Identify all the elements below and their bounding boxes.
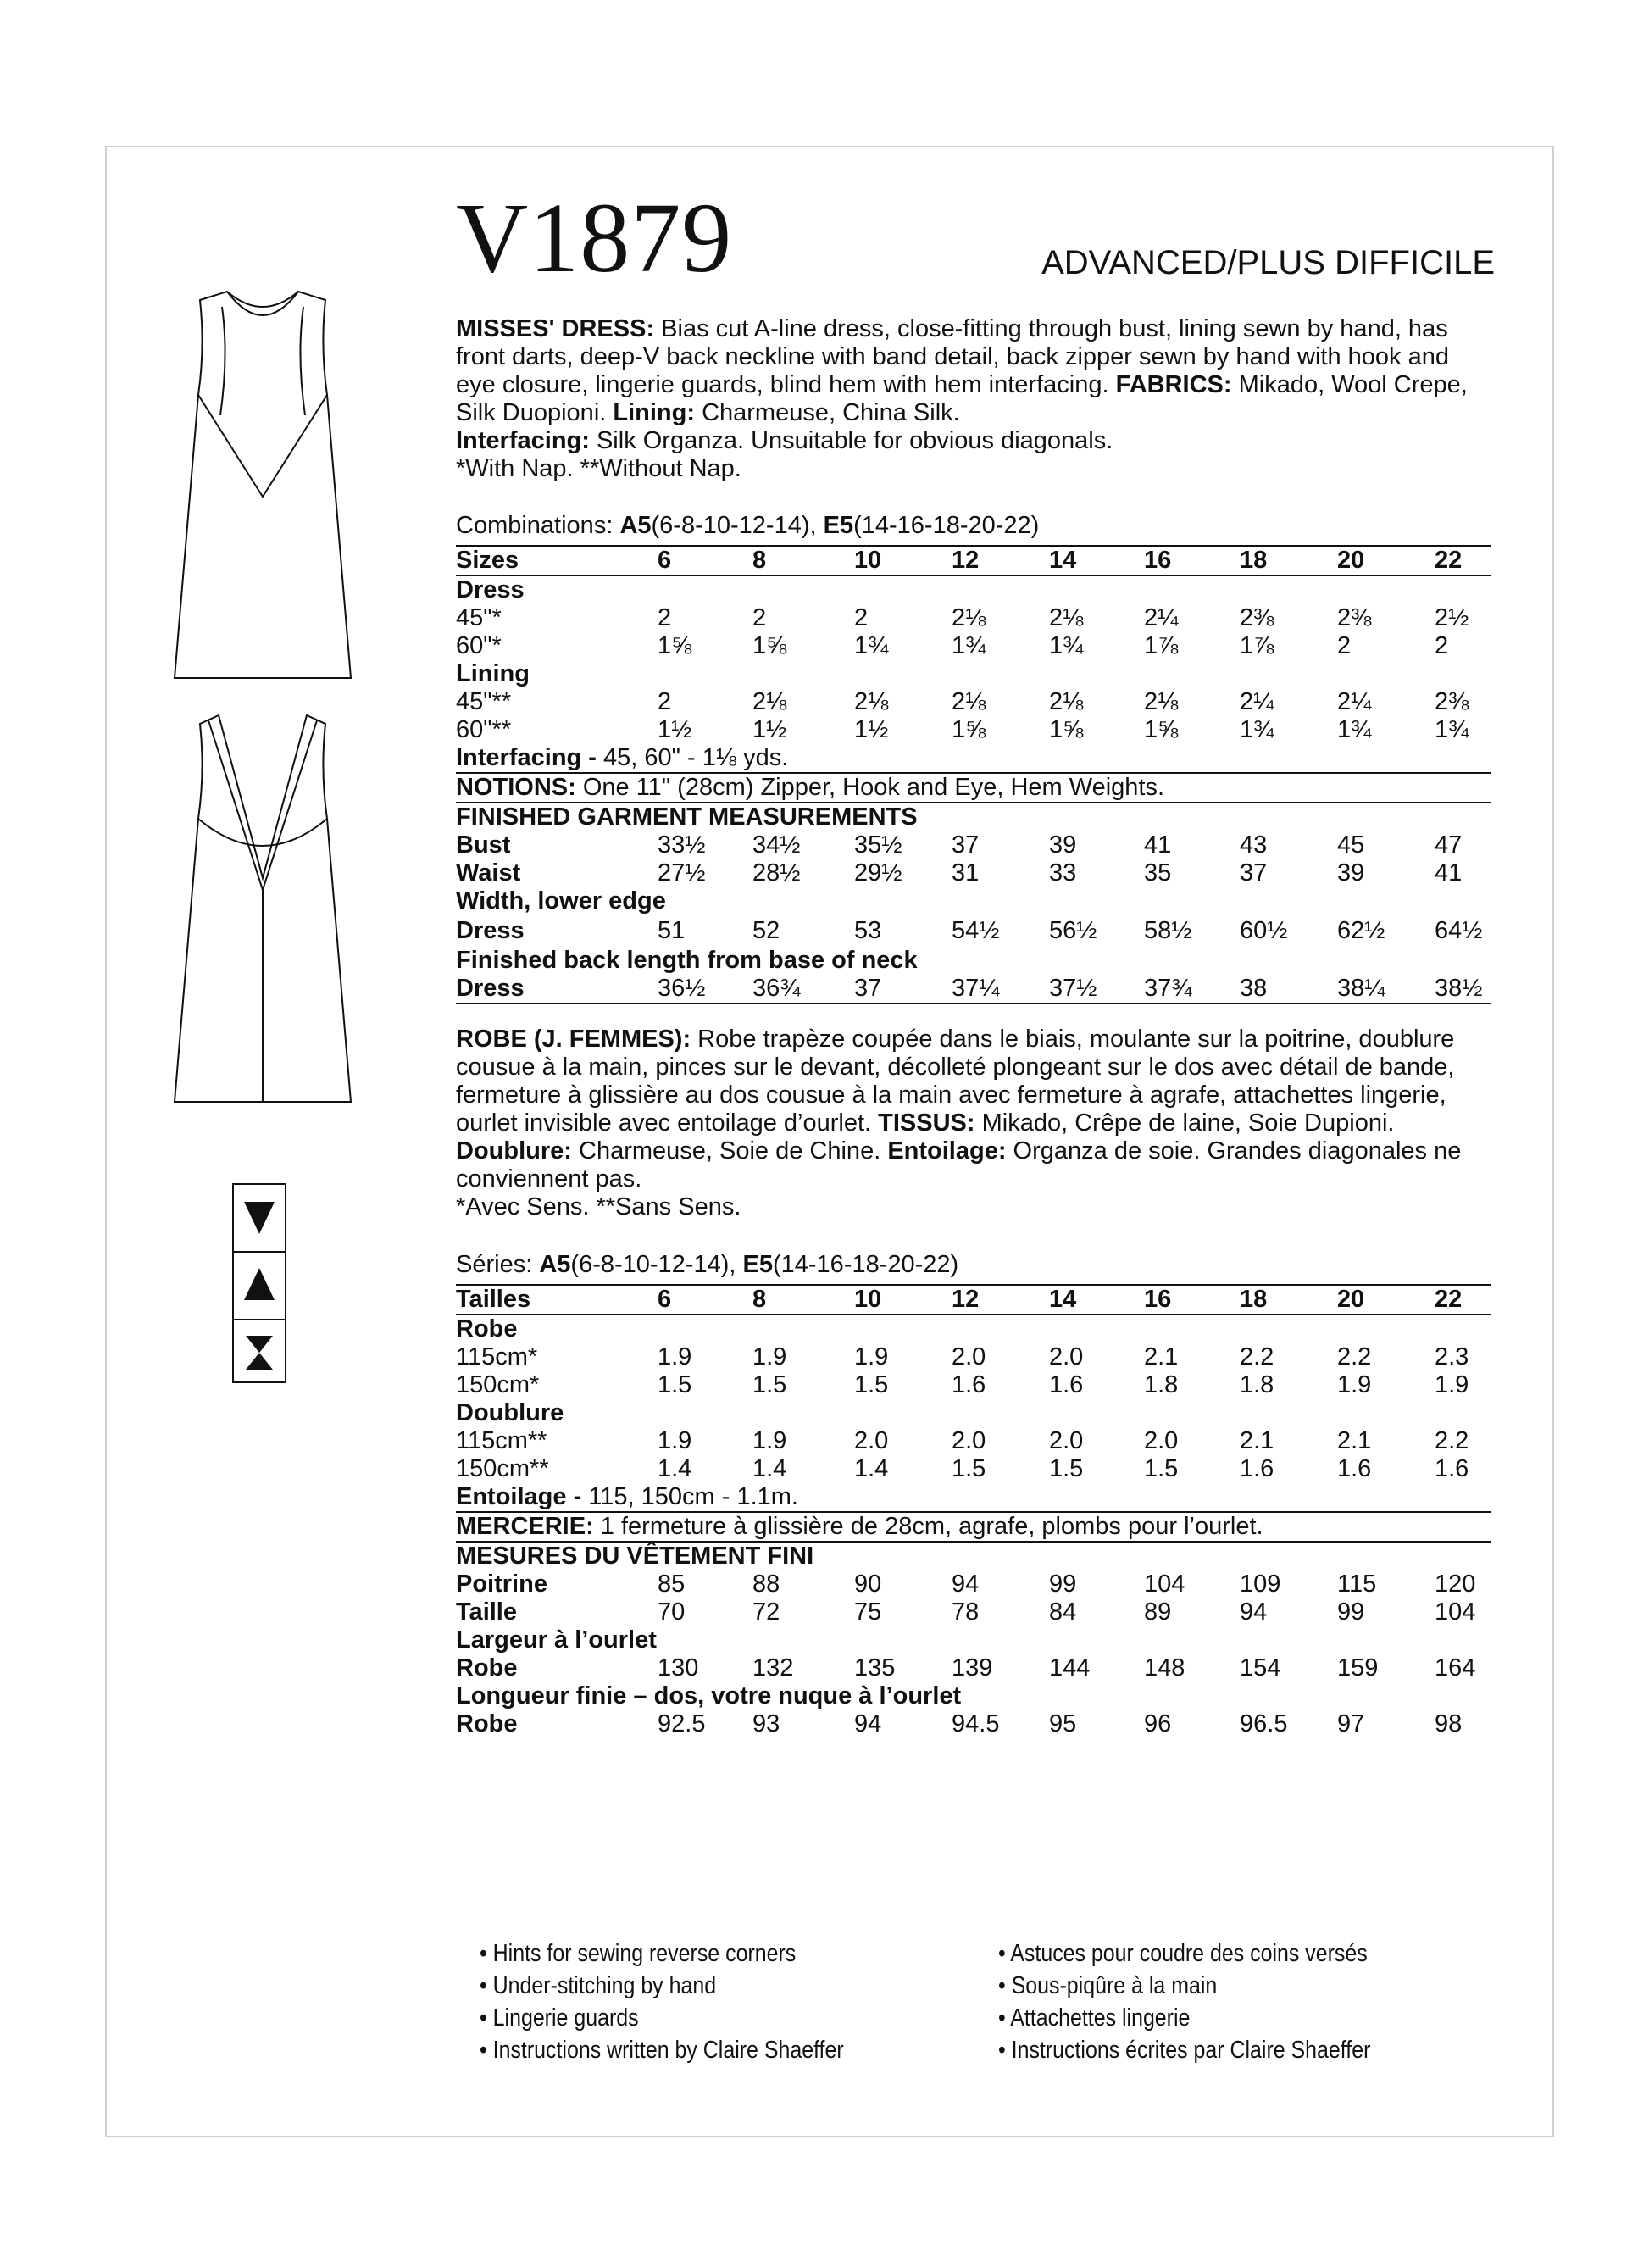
table-cell: 1.9: [658, 1343, 692, 1370]
table-cell: 104: [1144, 1570, 1185, 1598]
table-cell: 22: [1435, 547, 1463, 574]
section-dress: [456, 576, 1491, 604]
table-cell: 2⅛: [1144, 688, 1179, 715]
table-cell: 1⅝: [752, 632, 787, 659]
bust-row: [456, 831, 1491, 859]
table-cell: 2: [752, 604, 767, 631]
table-cell: 51: [658, 917, 686, 944]
table-cell: 1.6: [1435, 1455, 1469, 1482]
table-cell: 72: [752, 1598, 780, 1626]
table-cell: 1⅝: [658, 632, 692, 659]
row-label: Taille: [456, 1598, 517, 1626]
sens-note: *Avec Sens. **Sans Sens.: [456, 1193, 741, 1220]
row-label: 150cm**: [456, 1455, 549, 1482]
table-cell: 139: [952, 1654, 993, 1682]
english-description: MISSES' DRESS: Bias cut A-line dress, close-fitting through bust, lining sewn by hand, has front darts, deep-V back neckline with band detail, back zipper sewn by hand with hook and eye closure, lingerie guards, blind hem with hem interfacing. FABRICS: Mikado, Wool Crepe, Silk Duopioni. Lining: Charmeuse, China Silk. Interfacing: Silk Organza. Unsuitable for obvious diagonals. *With Nap. **Without Nap.: [456, 315, 1468, 482]
table-cell: 159: [1337, 1654, 1379, 1682]
table-cell: 1.5: [1049, 1455, 1084, 1482]
table-cell: 96.5: [1240, 1710, 1288, 1737]
note-item: • Instructions written by Claire Shaeffer: [480, 2037, 844, 2064]
table-cell: 94: [1240, 1598, 1268, 1626]
combinations-line: Combinations: A5(6-8-10-12-14), E5(14-16-18-20-22): [456, 512, 1040, 539]
row-label: Bust: [456, 831, 511, 859]
table-cell: 22: [1435, 1286, 1463, 1313]
row-label: Robe: [456, 1654, 518, 1682]
row-value: One 11" (28cm) Zipper, Hook and Eye, Hem Weights.: [575, 774, 1165, 801]
row-label: 115cm**: [456, 1427, 547, 1454]
table-cell: 37: [1240, 859, 1268, 887]
sizes-header-row: [456, 545, 1491, 576]
table-cell: 36½: [658, 975, 706, 1002]
table-cell: 94.5: [952, 1710, 1000, 1737]
section-robe: [456, 1315, 1491, 1343]
table-cell: 85: [658, 1570, 686, 1598]
taille-row: [456, 1598, 1491, 1626]
mercerie-row: [456, 1513, 1491, 1543]
table-cell: 2.0: [1144, 1427, 1179, 1454]
largeur-heading: [456, 1626, 1491, 1654]
longueur-row: [456, 1710, 1491, 1738]
table-cell: 52: [752, 917, 780, 944]
note-item: • Lingerie guards: [480, 2004, 639, 2032]
table-cell: 2.0: [952, 1427, 986, 1454]
table-cell: 1⅝: [952, 716, 986, 743]
table-cell: 1.5: [752, 1371, 787, 1398]
length-row: [456, 975, 1491, 1004]
table-cell: 29½: [854, 859, 902, 887]
table-cell: 33: [1049, 859, 1077, 887]
table-cell: 2.1: [1337, 1427, 1372, 1454]
table-cell: 2.2: [1435, 1427, 1469, 1454]
interfacing-row: [456, 744, 1491, 774]
table-cell: 38: [1240, 975, 1268, 1002]
row-label: [456, 1483, 798, 1511]
table-cell: 2: [1337, 632, 1352, 659]
row-label: Dress: [456, 975, 525, 1002]
longueur-heading: [456, 1682, 1491, 1710]
table-cell: 98: [1435, 1710, 1463, 1737]
table-cell: 6: [658, 1286, 672, 1313]
table-cell: 2.2: [1337, 1343, 1372, 1370]
table-cell: 2⅛: [952, 688, 986, 715]
table-cell: 1.5: [1144, 1455, 1179, 1482]
row-label: 115cm*: [456, 1343, 538, 1370]
table-cell: 1½: [854, 716, 889, 743]
front-view-sketch: [169, 288, 356, 687]
row-value: 45, 60" - 1⅛ yds.: [603, 744, 789, 771]
row-label: Doublure: [456, 1399, 564, 1426]
table-cell: 16: [1144, 547, 1172, 574]
table-cell: 31: [952, 859, 980, 887]
table-cell: 1.9: [1435, 1371, 1469, 1398]
triangle-down-icon: [234, 1185, 285, 1249]
table-cell: 1.8: [1240, 1371, 1274, 1398]
table-cell: 109: [1240, 1570, 1281, 1598]
row-label: Robe: [456, 1710, 518, 1737]
table-cell: 54½: [952, 917, 1000, 944]
row-label: FINISHED GARMENT MEASUREMENTS: [456, 803, 918, 831]
row-label-bold: Entoilage -: [456, 1483, 589, 1510]
table-cell: 88: [752, 1570, 780, 1598]
table-row: [456, 604, 1491, 632]
waist-row: [456, 859, 1491, 887]
table-cell: 2⅜: [1240, 604, 1274, 631]
table-cell: 1.9: [752, 1427, 787, 1454]
row-label: [456, 744, 788, 772]
table-cell: 130: [658, 1654, 699, 1682]
back-view-sketch: [169, 712, 356, 1110]
table-cell: 115: [1337, 1570, 1377, 1598]
measurements-heading: [456, 803, 1491, 831]
table-row: [456, 1455, 1491, 1483]
note-item: • Attachettes lingerie: [998, 2004, 1191, 2032]
table-cell: 39: [1337, 859, 1365, 887]
row-label-bold: NOTIONS:: [456, 774, 576, 801]
note-item: • Hints for sewing reverse corners: [480, 1940, 797, 1967]
poitrine-row: [456, 1570, 1491, 1598]
width-heading: [456, 887, 1491, 915]
table-cell: 1¾: [854, 632, 889, 659]
table-cell: 94: [952, 1570, 980, 1598]
row-label: MESURES DU VÊTEMENT FINI: [456, 1543, 814, 1570]
table-cell: 10: [854, 547, 882, 574]
table-cell: 47: [1435, 831, 1463, 859]
table-cell: 1½: [658, 716, 692, 743]
table-cell: 99: [1337, 1598, 1365, 1626]
table-cell: 1.6: [952, 1371, 986, 1398]
table-cell: 2.2: [1240, 1343, 1274, 1370]
table-cell: 1.6: [1337, 1455, 1372, 1482]
triangle-up-icon: [234, 1253, 285, 1317]
table-cell: 1.6: [1240, 1455, 1274, 1482]
row-label: Dress: [456, 917, 525, 944]
table-cell: 38½: [1435, 975, 1483, 1002]
table-cell: 2⅜: [1337, 604, 1372, 631]
table-row: [456, 1371, 1491, 1399]
table-cell: 2½: [1435, 604, 1469, 631]
table-cell: 37½: [1049, 975, 1097, 1002]
note-item: • Instructions écrites par Claire Shaeffer: [998, 2037, 1371, 2064]
table-cell: 1¾: [1435, 716, 1469, 743]
row-label: Lining: [456, 660, 530, 687]
table-cell: 56½: [1049, 917, 1097, 944]
table-cell: 20: [1337, 547, 1365, 574]
series-line: Séries: A5(6-8-10-12-14), E5(14-16-18-20-22): [456, 1251, 959, 1278]
table-cell: 1.4: [854, 1455, 889, 1482]
table-cell: 90: [854, 1570, 882, 1598]
row-label: Sizes: [456, 547, 519, 574]
entoilage-row: [456, 1483, 1491, 1513]
table-cell: 1¾: [1337, 716, 1372, 743]
robe-heading: ROBE (J. FEMMES):: [456, 1026, 691, 1053]
length-heading: [456, 947, 1491, 975]
table-cell: 99: [1049, 1570, 1077, 1598]
table-cell: 104: [1435, 1598, 1476, 1626]
row-value: 115, 150cm - 1.1m.: [588, 1483, 798, 1510]
table-cell: 2⅜: [1435, 688, 1469, 715]
table-cell: 2⅛: [1049, 604, 1084, 631]
table-row: [456, 632, 1491, 660]
table-cell: 1.9: [658, 1427, 692, 1454]
section-lining: [456, 660, 1491, 688]
table-cell: 2⅛: [854, 688, 889, 715]
table-cell: 2: [1435, 632, 1449, 659]
table-cell: 2¼: [1240, 688, 1274, 715]
table-cell: 37¾: [1144, 975, 1192, 1002]
table-cell: 1.9: [854, 1343, 889, 1370]
row-label: 150cm*: [456, 1371, 540, 1398]
table-cell: 64½: [1435, 917, 1483, 944]
notions-row: [456, 774, 1491, 803]
table-cell: 2⅛: [1049, 688, 1084, 715]
row-label: Dress: [456, 576, 525, 603]
table-cell: 27½: [658, 859, 706, 887]
row-label: Robe: [456, 1315, 518, 1342]
table-cell: 14: [1049, 547, 1077, 574]
table-row: [456, 688, 1491, 716]
table-cell: 97: [1337, 1710, 1365, 1737]
table-cell: 8: [752, 547, 767, 574]
table-cell: 1.4: [752, 1455, 787, 1482]
table-cell: 14: [1049, 1286, 1077, 1313]
table-cell: 135: [854, 1654, 896, 1682]
table-cell: 35½: [854, 831, 902, 859]
table-cell: 43: [1240, 831, 1268, 859]
table-cell: 1¾: [1049, 632, 1084, 659]
row-label: 45"*: [456, 604, 502, 631]
table-cell: 1.5: [658, 1371, 692, 1398]
nap-symbol-box: [232, 1183, 286, 1383]
table-cell: 37¼: [952, 975, 1000, 1002]
table-cell: 2.1: [1240, 1427, 1274, 1454]
table-cell: 1¾: [1240, 716, 1274, 743]
table-cell: 1.4: [658, 1455, 692, 1482]
table-cell: 12: [952, 547, 980, 574]
note-item: • Sous-piqûre à la main: [998, 1972, 1218, 1999]
table-cell: 38¼: [1337, 975, 1385, 1002]
table-cell: 53: [854, 917, 882, 944]
table-cell: 96: [1144, 1710, 1172, 1737]
table-cell: 60½: [1240, 917, 1288, 944]
table-cell: 10: [854, 1286, 882, 1313]
table-cell: 1⅝: [1049, 716, 1084, 743]
table-cell: 12: [952, 1286, 980, 1313]
table-cell: 16: [1144, 1286, 1172, 1313]
table-cell: 58½: [1144, 917, 1192, 944]
section-doublure: [456, 1399, 1491, 1427]
pattern-number: V1879: [456, 182, 733, 293]
table-cell: 18: [1240, 547, 1268, 574]
row-value: 1 fermeture à glissière de 28cm, agrafe, plombs pour l’ourlet.: [593, 1513, 1263, 1540]
table-cell: 1¾: [952, 632, 986, 659]
table-cell: 41: [1144, 831, 1172, 859]
table-cell: 84: [1049, 1598, 1077, 1626]
nap-note: *With Nap. **Without Nap.: [456, 455, 741, 482]
table-row: [456, 716, 1491, 744]
note-item: • Astuces pour coudre des coins versés: [998, 1940, 1368, 1967]
table-cell: 148: [1144, 1654, 1185, 1682]
table-row: [456, 1427, 1491, 1455]
table-cell: 39: [1049, 831, 1077, 859]
row-label: Largeur à l’ourlet: [456, 1626, 657, 1654]
table-cell: 2: [658, 688, 672, 715]
table-cell: 20: [1337, 1286, 1365, 1313]
table-cell: 33½: [658, 831, 706, 859]
note-item: • Under-stitching by hand: [480, 1972, 717, 1999]
row-label: 60"**: [456, 716, 512, 743]
table-cell: 35: [1144, 859, 1172, 887]
table-cell: 154: [1240, 1654, 1281, 1682]
row-label: 60"*: [456, 632, 502, 659]
table-cell: 6: [658, 547, 672, 574]
row-label-bold: Interfacing -: [456, 744, 604, 771]
table-cell: 2: [658, 604, 672, 631]
table-cell: 62½: [1337, 917, 1385, 944]
table-cell: 1.5: [952, 1455, 986, 1482]
dress-heading: MISSES' DRESS:: [456, 315, 655, 342]
table-cell: 2¼: [1144, 604, 1179, 631]
table-cell: 2: [854, 604, 869, 631]
table-cell: 28½: [752, 859, 801, 887]
table-cell: 2.0: [1049, 1427, 1084, 1454]
table-cell: 1⅞: [1144, 632, 1179, 659]
table-cell: 75: [854, 1598, 882, 1626]
table-cell: 95: [1049, 1710, 1077, 1737]
table-cell: 144: [1049, 1654, 1091, 1682]
table-cell: 2¼: [1337, 688, 1372, 715]
table-cell: 2.1: [1144, 1343, 1179, 1370]
largeur-row: [456, 1654, 1491, 1682]
table-cell: 1.8: [1144, 1371, 1179, 1398]
table-cell: 2.3: [1435, 1343, 1469, 1370]
table-cell: 45: [1337, 831, 1365, 859]
row-label: Tailles: [456, 1286, 531, 1313]
table-cell: 164: [1435, 1654, 1476, 1682]
french-description: ROBE (J. FEMMES): Robe trapèze coupée dans le biais, moulante sur la poitrine, doublure cousue à la main, pinces sur le devant, décolleté plongeant sur le dos avec détail de bande, fermeture à glissière au dos cousue à la main avec fermeture à agrafe, attachettes lingerie, ourlet invisible avec entoilage d’ourlet. TISSUS: Mikado, Crêpe de laine, Soie Dupioni. Doublure: Charmeuse, Soie de Chine. Entoilage: Organza de soie. Grandes diagonales ne conviennent pas. *Avec Sens. **Sans Sens.: [456, 1026, 1462, 1220]
row-label: Width, lower edge: [456, 887, 666, 914]
table-cell: 37: [854, 975, 882, 1002]
table-cell: 1⅝: [1144, 716, 1179, 743]
table-cell: 41: [1435, 859, 1463, 887]
width-row: [456, 915, 1491, 947]
table-cell: 34½: [752, 831, 801, 859]
table-cell: 120: [1435, 1570, 1476, 1598]
difficulty-level: ADVANCED/PLUS DIFFICILE: [1041, 244, 1495, 281]
table-cell: 70: [658, 1598, 686, 1626]
row-label: [456, 774, 1164, 802]
table-cell: 18: [1240, 1286, 1268, 1313]
row-label: Longueur finie – dos, votre nuque à l’ourlet: [456, 1682, 962, 1709]
tailles-header-row: [456, 1284, 1491, 1315]
table-cell: 92.5: [658, 1710, 706, 1737]
table-cell: 37: [952, 831, 980, 859]
table-cell: 78: [952, 1598, 980, 1626]
table-row: [456, 1343, 1491, 1371]
table-cell: 2⅛: [752, 688, 787, 715]
row-label-bold: MERCERIE:: [456, 1513, 594, 1540]
notes-english: [480, 1937, 844, 2066]
row-label: 45"**: [456, 688, 512, 715]
table-cell: 36¾: [752, 975, 801, 1002]
table-cell: 94: [854, 1710, 882, 1737]
hourglass-icon: [234, 1320, 285, 1385]
table-cell: 2.0: [952, 1343, 986, 1370]
table-cell: 2.0: [1049, 1343, 1084, 1370]
table-cell: 132: [752, 1654, 794, 1682]
row-label: Poitrine: [456, 1570, 547, 1598]
french-yardage-table: [456, 1284, 1491, 1738]
table-cell: 1.9: [1337, 1371, 1372, 1398]
table-cell: 1.6: [1049, 1371, 1084, 1398]
row-label: Finished back length from base of neck: [456, 947, 918, 974]
english-yardage-table: [456, 545, 1491, 1004]
table-cell: 93: [752, 1710, 780, 1737]
mesures-heading: [456, 1543, 1491, 1570]
table-cell: 1⅞: [1240, 632, 1274, 659]
table-cell: 2.0: [854, 1427, 889, 1454]
row-label: [456, 1513, 1263, 1541]
row-label: Waist: [456, 859, 521, 887]
table-cell: 2⅛: [952, 604, 986, 631]
table-cell: 1.9: [752, 1343, 787, 1370]
notes-french: [998, 1937, 1370, 2066]
table-cell: 89: [1144, 1598, 1172, 1626]
table-cell: 1½: [752, 716, 787, 743]
table-cell: 8: [752, 1286, 767, 1313]
table-cell: 1.5: [854, 1371, 889, 1398]
